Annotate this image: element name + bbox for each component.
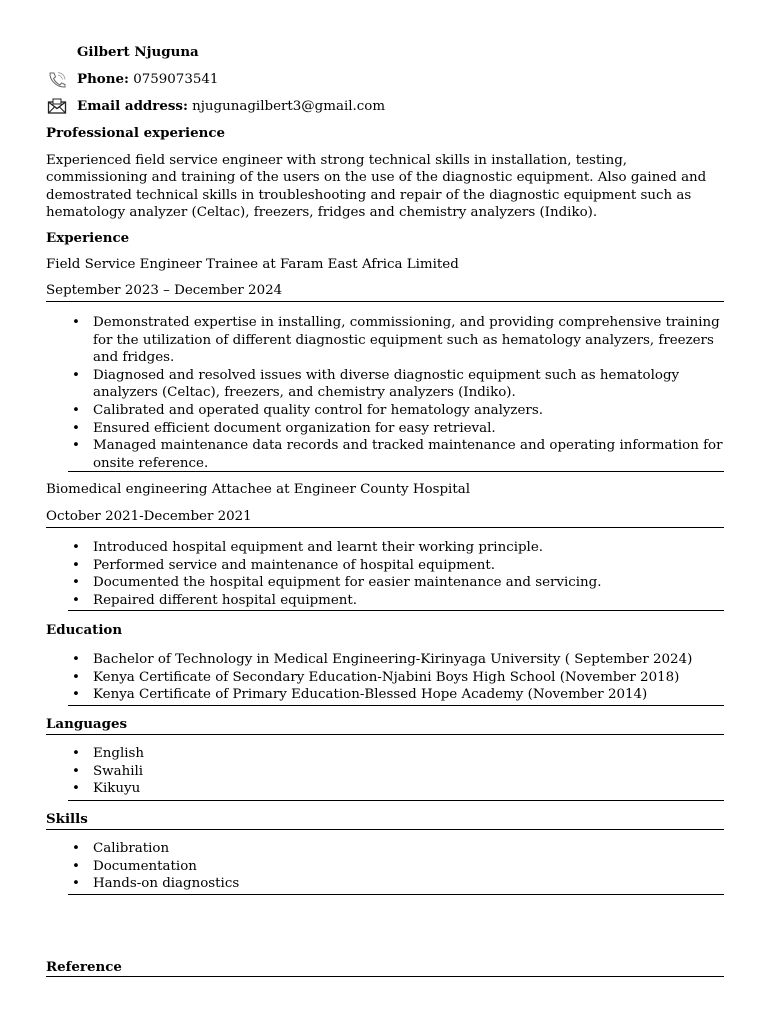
professional-heading: Professional experience <box>46 125 226 141</box>
job-bullets-2 <box>68 539 724 609</box>
list-item: • Documented the hospital equipment for easier maintenance and servicing. <box>68 574 724 592</box>
list-item: • Repaired different hospital equipment. <box>68 592 724 610</box>
list-item: • Calibration <box>68 840 724 858</box>
phone-value: 0759073541 <box>133 72 219 87</box>
list-item: • Bachelor of Technology in Medical Engineering-Kirinyaga University ( September 2024) <box>68 651 724 669</box>
divider <box>68 800 724 801</box>
divider <box>68 705 724 706</box>
list-item: • Kenya Certificate of Secondary Education-Njabini Boys High School (November 2018) <box>68 669 724 687</box>
list-item: • Documentation <box>68 858 724 876</box>
divider <box>46 829 724 830</box>
reference-heading: Reference <box>46 959 122 975</box>
divider <box>46 734 724 735</box>
job-title-2: Biomedical engineering Attachee at Engineer County Hospital <box>46 482 470 497</box>
job-dates-2: October 2021-December 2021 <box>46 509 252 524</box>
list-item: • Ensured efficient document organization for easy retrieval. <box>68 420 724 438</box>
job-bullets-1 <box>68 314 724 472</box>
phone-label: Phone: <box>77 71 129 87</box>
list-item: • Hands-on diagnostics <box>68 875 724 893</box>
divider <box>46 976 724 977</box>
candidate-name: Gilbert Njuguna <box>77 44 199 60</box>
skills-list <box>68 840 724 893</box>
list-item: • Introduced hospital equipment and learnt their working principle. <box>68 539 724 557</box>
email-label: Email address: <box>77 98 188 114</box>
list-item: • Managed maintenance data records and tracked maintenance and operating information for onsite reference. <box>68 437 724 472</box>
list-item: • Calibrated and operated quality control for hematology analyzers. <box>68 402 724 420</box>
divider <box>68 894 724 895</box>
list-item: • Demonstrated expertise in installing, commissioning, and providing comprehensive training for the utilization of different diagnostic equipment such as hematology analyzers, freezers and fridges. <box>68 314 724 367</box>
professional-summary: Experienced field service engineer with strong technical skills in installation, testing, commissioning and training of the users on the use of the diagnostic equipment. Also gained and demostrated technical skills in troubleshooting and repair of the diagnostic equipment such as hematology analyzer (Celtac), freezers, fridges and chemistry analyzers (Indiko). <box>46 153 707 220</box>
phone-line <box>77 71 218 87</box>
list-item: • Kikuyu <box>68 780 724 798</box>
list-item: • English <box>68 745 724 763</box>
list-item: • Performed service and maintenance of hospital equipment. <box>68 557 724 575</box>
list-item: • Kenya Certificate of Primary Education-Blessed Hope Academy (November 2014) <box>68 686 724 704</box>
email-icon <box>47 98 67 115</box>
job-dates-1: September 2023 – December 2024 <box>46 283 283 298</box>
list-item: • Diagnosed and resolved issues with diverse diagnostic equipment such as hematology analyzers (Celtac), freezers, and chemistry analyzers (Indiko). <box>68 367 724 402</box>
divider <box>68 610 724 611</box>
job-title-1: Field Service Engineer Trainee at Faram East Africa Limited <box>46 257 459 272</box>
education-heading: Education <box>46 622 123 638</box>
phone-icon <box>47 71 67 88</box>
email-value: njugunagilbert3@gmail.com <box>192 99 386 114</box>
list-item: • Swahili <box>68 763 724 781</box>
skills-heading: Skills <box>46 811 88 827</box>
divider <box>46 527 724 528</box>
languages-heading: Languages <box>46 716 128 732</box>
email-line <box>77 98 385 114</box>
experience-heading: Experience <box>46 230 130 246</box>
languages-list <box>68 745 724 798</box>
divider <box>46 301 724 302</box>
education-list <box>68 651 724 704</box>
divider <box>68 471 724 472</box>
